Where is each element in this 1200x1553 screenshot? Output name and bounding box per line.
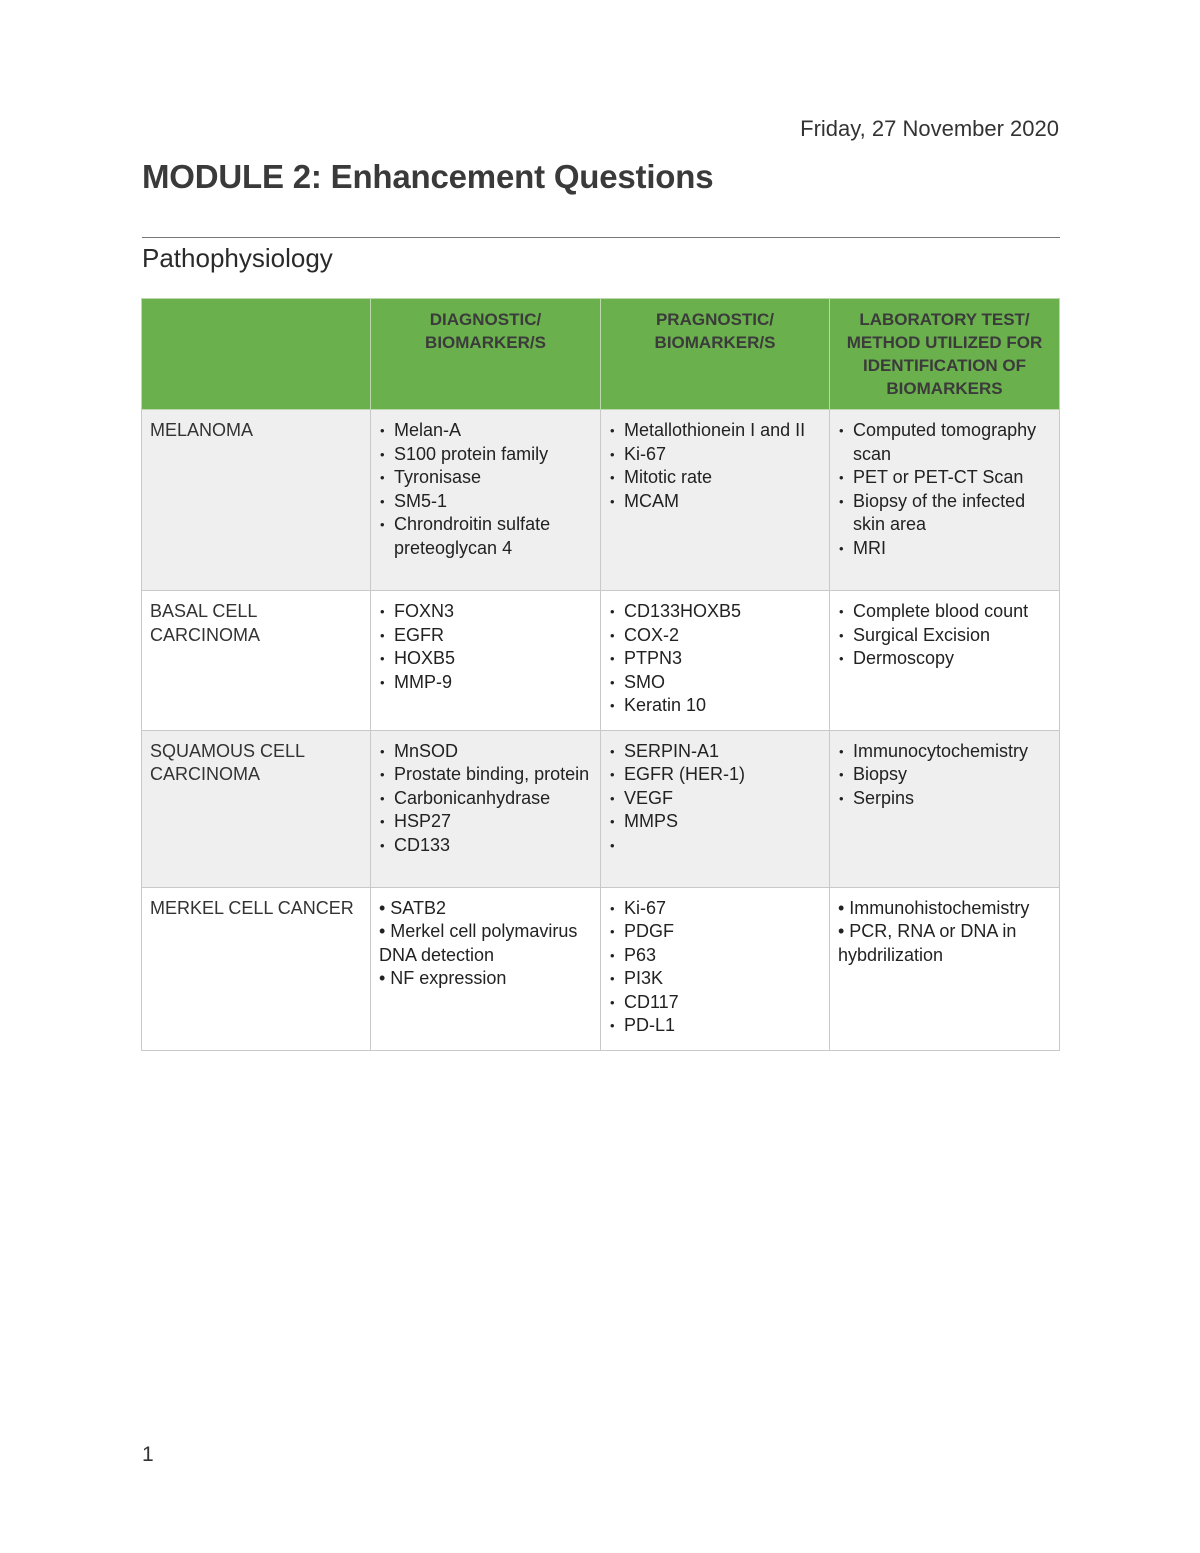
list-item: • CD133HOXB5: [609, 600, 821, 624]
diagnostic-cell: [371, 591, 601, 731]
table-header-row: [142, 299, 1060, 410]
header-cell-diagnostic: DIAGNOSTIC/ BIOMARKER/S: [371, 299, 601, 410]
list-item: • Surgical Excision: [838, 624, 1051, 648]
table-row-basal-cell: [142, 591, 1060, 731]
lab-test-cell: [830, 410, 1060, 591]
list-item: • MMPS: [609, 810, 821, 834]
header-cell-lab-test: LABORATORY TEST/ METHOD UTILIZED FOR IDENTIFICATION OF BIOMARKERS: [830, 299, 1060, 410]
condition-cell: BASAL CELL CARCINOMA: [142, 591, 371, 731]
condition-cell: MERKEL CELL CANCER: [142, 887, 371, 1050]
prognostic-list: [609, 740, 821, 858]
lab-test-cell: • Immunohistochemistry • PCR, RNA or DNA in hybdrilization: [830, 887, 1060, 1050]
biomarker-table: [141, 298, 1060, 1051]
condition-cell: MELANOMA: [142, 410, 371, 591]
list-item: • EGFR (HER-1): [609, 763, 821, 787]
table-row-squamous-cell: [142, 730, 1060, 887]
list-item: • Dermoscopy: [838, 647, 1051, 671]
list-item: • Chrondroitin sulfate preteoglycan 4: [379, 513, 592, 560]
title-divider: [142, 237, 1060, 238]
lab-test-cell: [830, 591, 1060, 731]
condition-cell: SQUAMOUS CELL CARCINOMA: [142, 730, 371, 887]
list-item: • Mitotic rate: [609, 466, 821, 490]
list-item: • Complete blood count: [838, 600, 1051, 624]
lab-test-list: [838, 419, 1051, 560]
list-item: • P63: [609, 944, 821, 968]
list-item: • S100 protein family: [379, 443, 592, 467]
diagnostic-cell: [371, 730, 601, 887]
list-item: • FOXN3: [379, 600, 592, 624]
empty-list-item: [609, 834, 821, 858]
table-row-merkel-cell: [142, 887, 1060, 1050]
diagnostic-list: [379, 740, 592, 858]
prognostic-list: [609, 897, 821, 1038]
prognostic-cell: [601, 591, 830, 731]
header-cell-prognostic: PRAGNOSTIC/ BIOMARKER/S: [601, 299, 830, 410]
list-item: • COX-2: [609, 624, 821, 648]
list-item: • PI3K: [609, 967, 821, 991]
header-cell-condition: [142, 299, 371, 410]
diagnostic-list: [379, 419, 592, 560]
diagnostic-cell: • SATB2 • Merkel cell polymavirus DNA detection • NF expression: [371, 887, 601, 1050]
list-item: • Melan-A: [379, 419, 592, 443]
lab-test-list: [838, 600, 1051, 671]
page-title: MODULE 2: Enhancement Questions: [142, 158, 714, 195]
list-item: • MnSOD: [379, 740, 592, 764]
list-item: • MCAM: [609, 490, 821, 514]
list-item: • Biopsy of the infected skin area: [838, 490, 1051, 537]
list-item: • MRI: [838, 537, 1051, 561]
list-item: • PDGF: [609, 920, 821, 944]
prognostic-cell: [601, 887, 830, 1050]
list-item: • SM5-1: [379, 490, 592, 514]
list-item: • Prostate binding, protein: [379, 763, 592, 787]
prognostic-cell: [601, 730, 830, 887]
list-item: • VEGF: [609, 787, 821, 811]
prognostic-list: [609, 600, 821, 718]
section-heading: Pathophysiology: [142, 243, 333, 273]
prognostic-list: [609, 419, 821, 513]
list-item: • Tyronisase: [379, 466, 592, 490]
page-number: 1: [142, 1443, 154, 1466]
list-item: • Carbonicanhydrase: [379, 787, 592, 811]
list-item: • Computed tomography scan: [838, 419, 1051, 466]
list-item: • HOXB5: [379, 647, 592, 671]
lab-test-list: [838, 740, 1051, 811]
prognostic-cell: [601, 410, 830, 591]
list-item: • SERPIN-A1: [609, 740, 821, 764]
diagnostic-list: [379, 600, 592, 694]
list-item: • PD-L1: [609, 1014, 821, 1038]
list-item: • PTPN3: [609, 647, 821, 671]
list-item: • EGFR: [379, 624, 592, 648]
list-item: • Biopsy: [838, 763, 1051, 787]
document-date: Friday, 27 November 2020: [800, 116, 1059, 141]
list-item: • Metallothionein I and II: [609, 419, 821, 443]
list-item: • CD117: [609, 991, 821, 1015]
list-item: • Serpins: [838, 787, 1051, 811]
list-item: • SMO: [609, 671, 821, 695]
list-item: • Keratin 10: [609, 694, 821, 718]
list-item: • CD133: [379, 834, 592, 858]
list-item: • HSP27: [379, 810, 592, 834]
list-item: • Ki-67: [609, 443, 821, 467]
diagnostic-cell: [371, 410, 601, 591]
list-item: • Immunocytochemistry: [838, 740, 1051, 764]
list-item: • MMP-9: [379, 671, 592, 695]
lab-test-cell: [830, 730, 1060, 887]
list-item: • Ki-67: [609, 897, 821, 921]
table-row-melanoma: [142, 410, 1060, 591]
list-item: • PET or PET-CT Scan: [838, 466, 1051, 490]
